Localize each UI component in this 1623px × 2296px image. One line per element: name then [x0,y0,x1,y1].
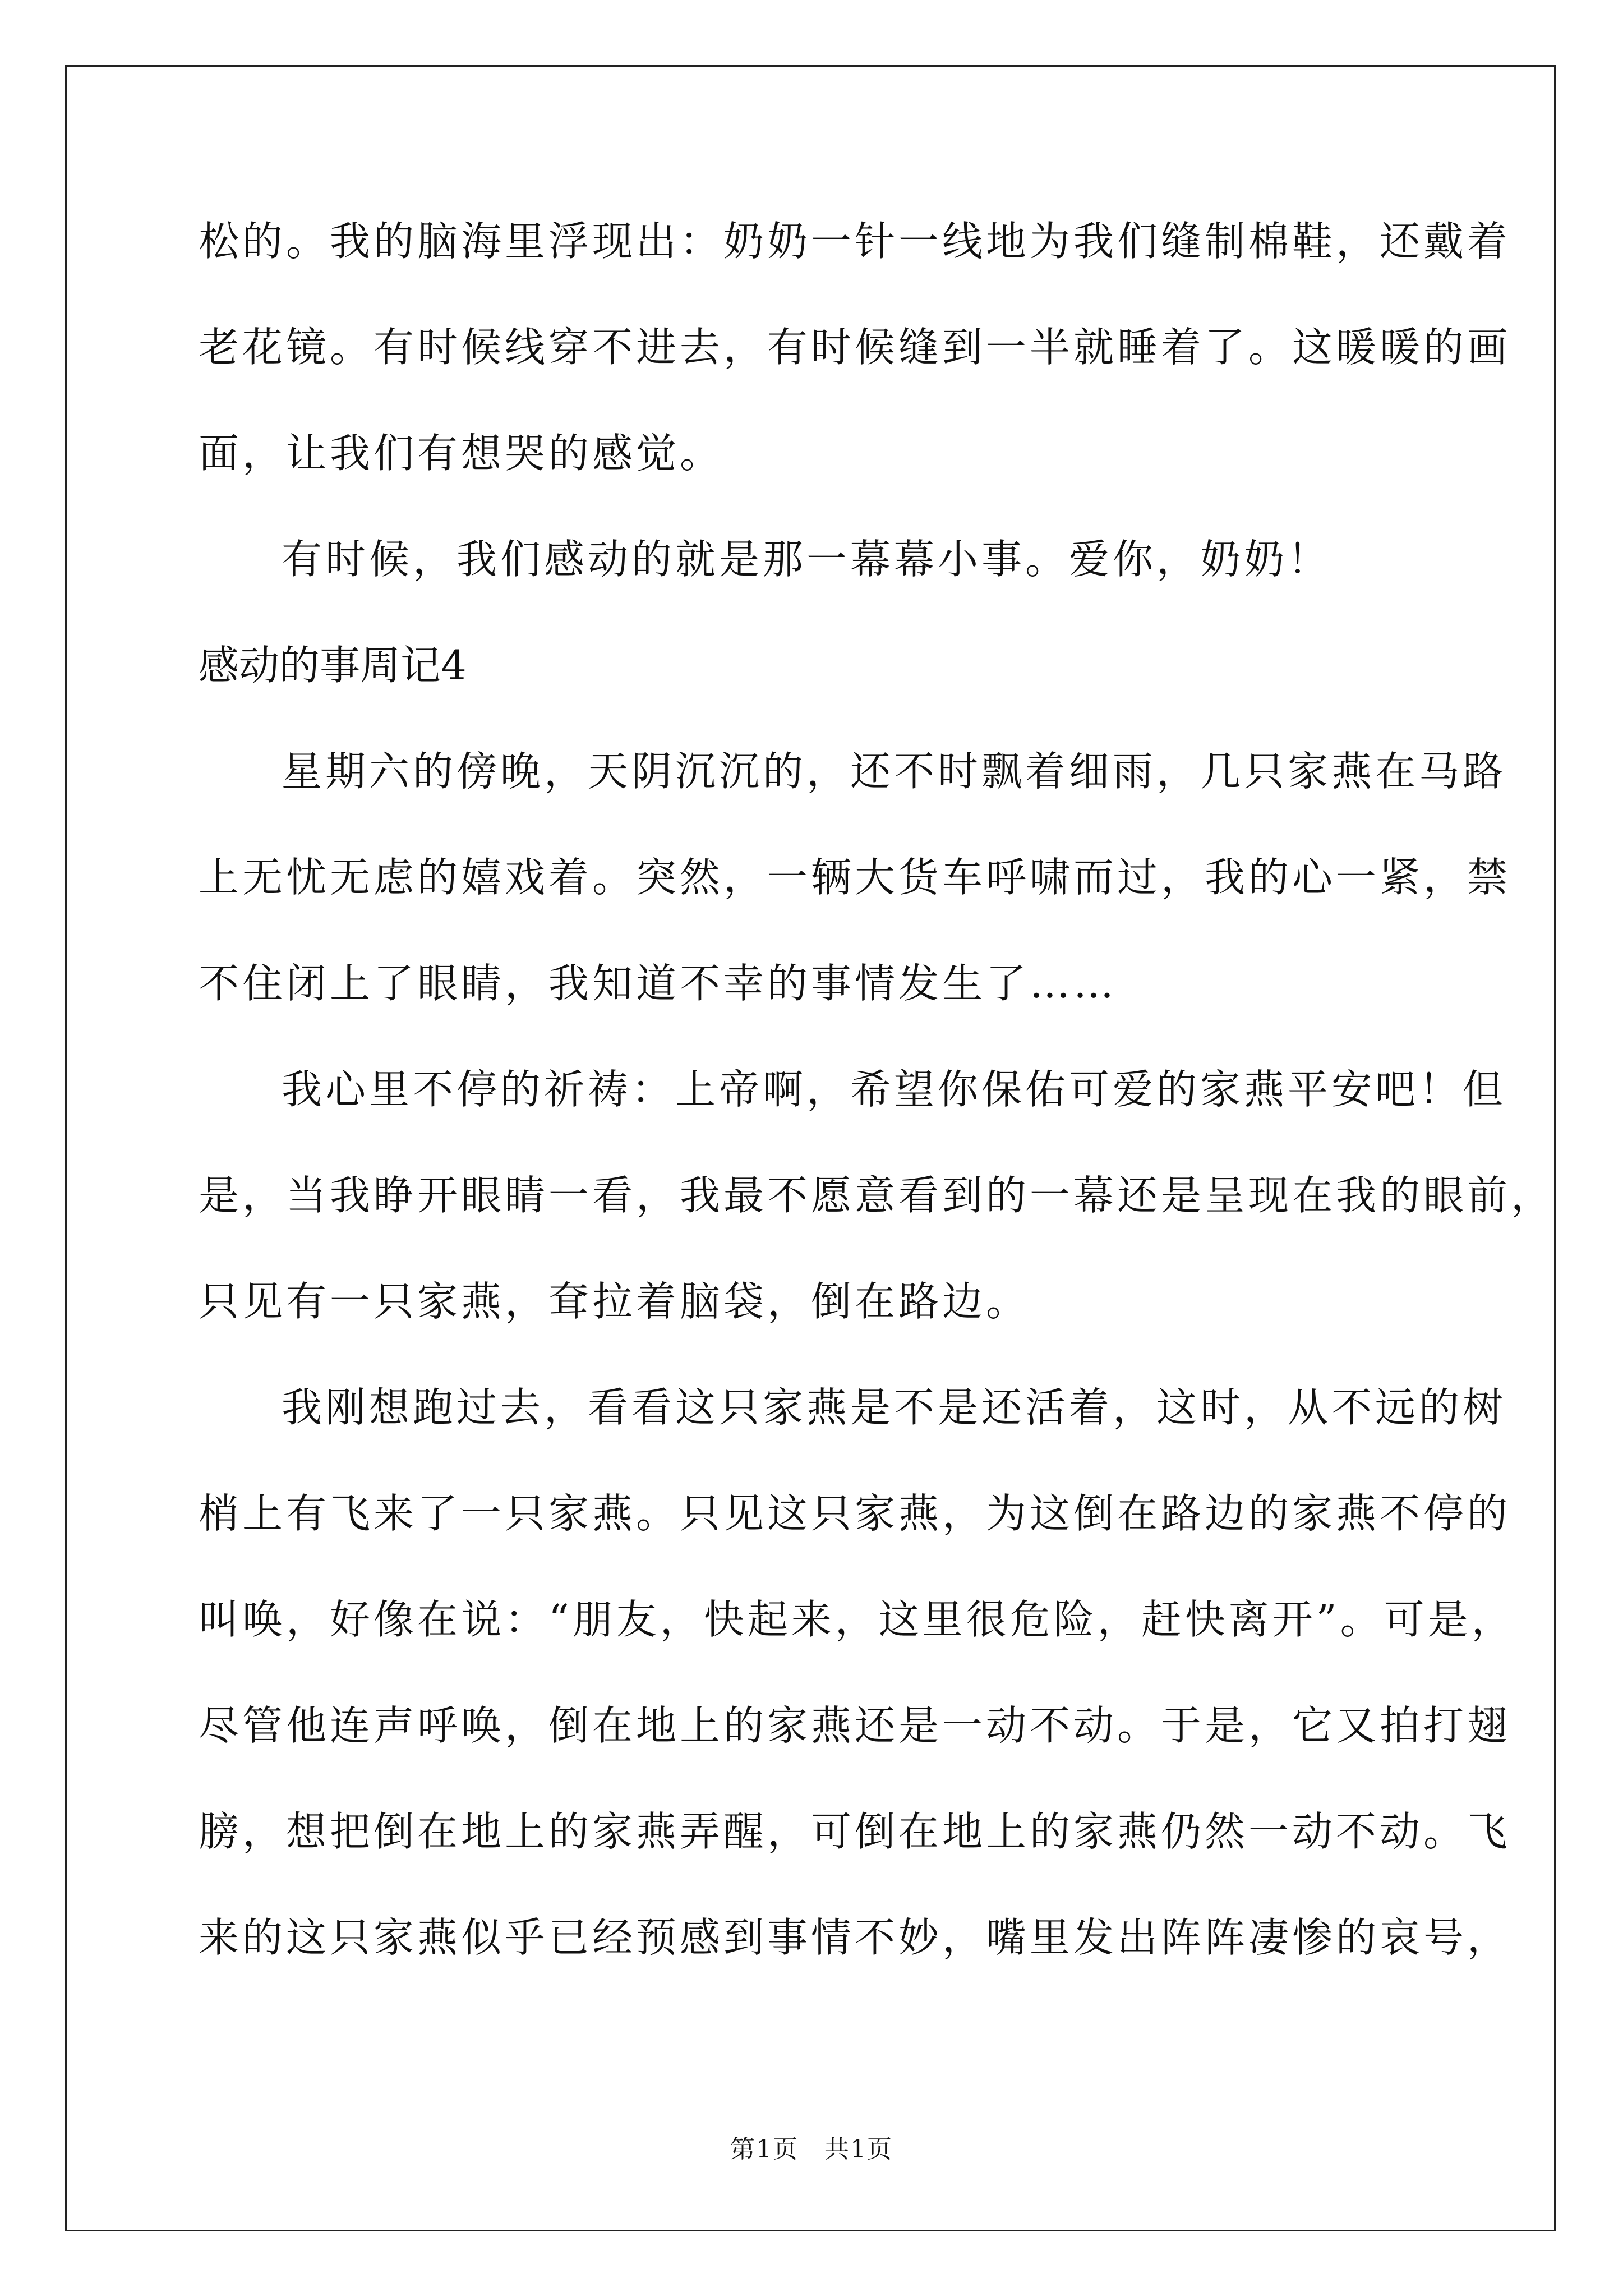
paragraph-line: 老花镜。有时候线穿不进去，有时候缝到一半就睡着了。这暖暖的画 [199,324,1511,371]
paragraph-line: 面，让我们有想哭的感觉。 [199,430,724,477]
paragraph-line: 叫唤，好像在说：“朋友，快起来，这里很危险，赶快离开”。可是， [199,1596,1515,1643]
paragraph-line: 上无忧无虑的嬉戏着。突然，一辆大货车呼啸而过，我的心一紧，禁 [199,854,1511,901]
page-footer: 第1页 共1页 [730,2135,893,2164]
paragraph-line: 只见有一只家燕，耷拉着脑袋，倒在路边。 [199,1278,1030,1325]
paragraph-line: 松的。我的脑海里浮现出：奶奶一针一线地为我们缝制棉鞋，还戴着 [199,218,1511,265]
paragraph-line: 有时候，我们感动的就是那一幕幕小事。爱你，奶奶！ [282,536,1332,583]
paragraph-line: 我心里不停的祈祷：上帝啊，希望你保佑可爱的家燕平安吧！但 [282,1066,1507,1113]
paragraph-line: 不住闭上了眼睛，我知道不幸的事情发生了…… [199,960,1118,1007]
paragraph-line: 我刚想跑过去，看看这只家燕是不是还活着，这时，从不远的树 [282,1384,1507,1431]
paragraph-line: 来的这只家燕似乎已经预感到事情不妙，嘴里发出阵阵凄惨的哀号， [199,1914,1511,1961]
paragraph-line: 梢上有飞来了一只家燕。只见这只家燕，为这倒在路边的家燕不停的 [199,1490,1511,1537]
document-body [199,213,1555,2016]
section-heading: 感动的事周记4 [199,642,467,689]
paragraph-line: 是，当我睁开眼睛一看，我最不愿意看到的一幕还是呈现在我的眼前， [199,1172,1555,1219]
paragraph-line: 尽管他连声呼唤，倒在地上的家燕还是一动不动。于是，它又拍打翅 [199,1702,1511,1749]
paragraph-line: 膀，想把倒在地上的家燕弄醒，可倒在地上的家燕仍然一动不动。飞 [199,1808,1511,1855]
paragraph-line: 星期六的傍晚，天阴沉沉的，还不时飘着细雨，几只家燕在马路 [282,748,1507,795]
